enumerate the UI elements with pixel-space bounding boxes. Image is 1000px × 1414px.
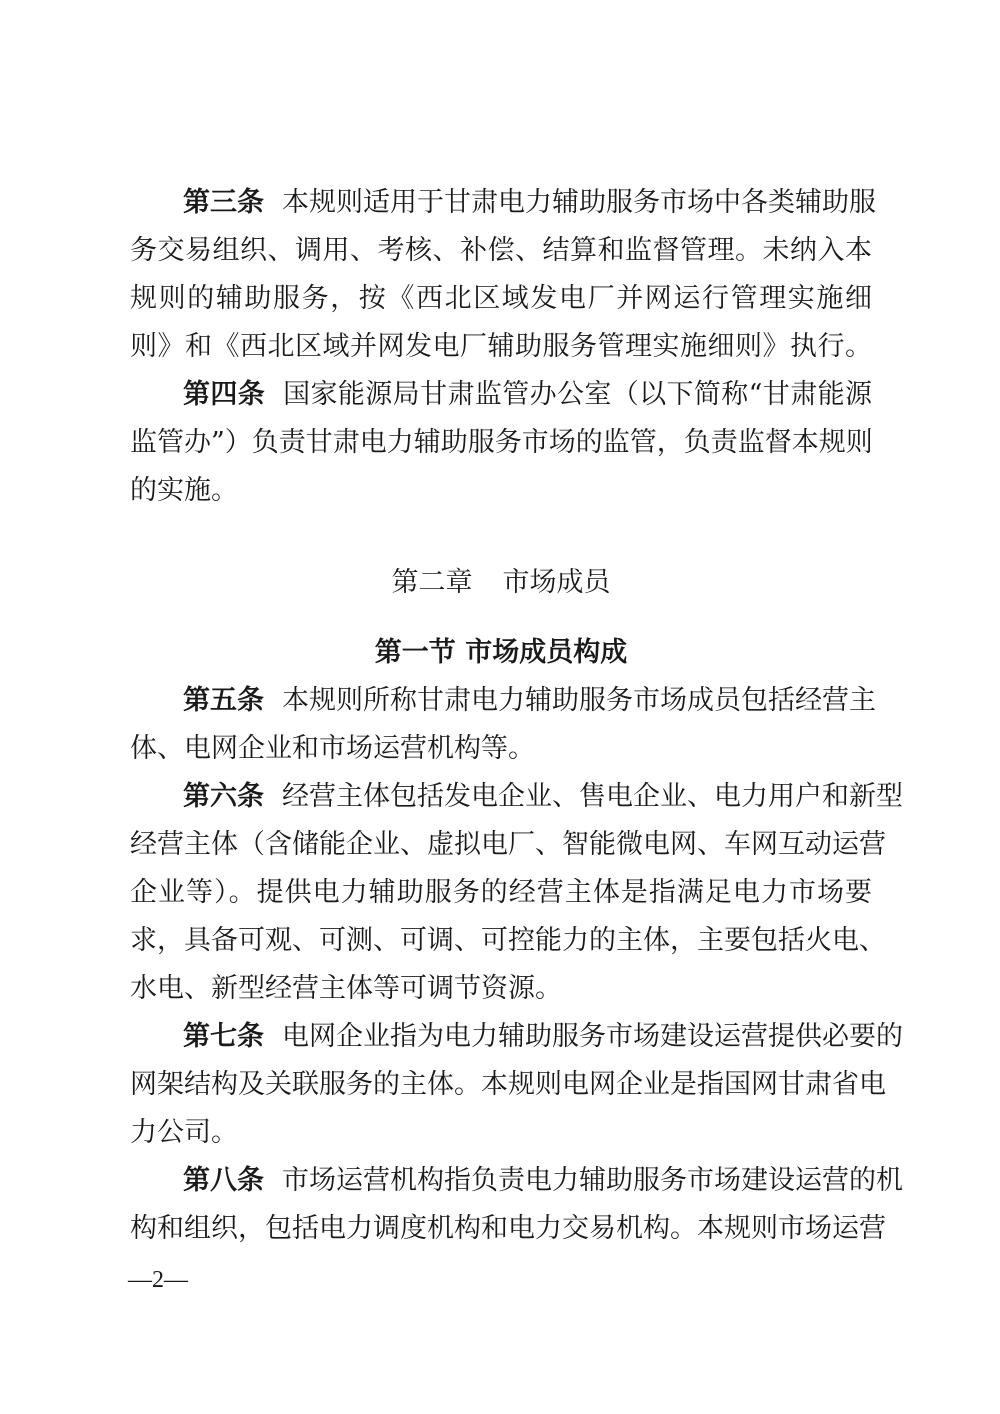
- article-4-label: 第四条: [183, 379, 266, 410]
- article-4-line-3: 的实施。: [130, 475, 238, 506]
- chapter-number: 第二章: [391, 567, 473, 598]
- article-8-line-2: 构和组织，包括电力调度机构和电力交易机构。本规则市场运营: [130, 1213, 886, 1244]
- article-4-line-2: 监管办”）负责甘肃电力辅助服务市场的监管，负责监督本规则: [130, 427, 873, 458]
- article-3-line-4: 则》和《西北区域并网发电厂辅助服务管理实施细则》执行。: [130, 331, 872, 362]
- article-3-label: 第三条: [183, 187, 264, 218]
- article-6-label: 第六条: [183, 781, 264, 812]
- article-8-label: 第八条: [183, 1165, 264, 1196]
- article-6-line-2: 经营主体（含储能企业、虚拟电厂、智能微电网、车网互动运营: [130, 829, 886, 860]
- article-3-line-3: 规则的辅助服务，按《西北区域发电厂并网运行管理实施细: [130, 283, 872, 314]
- article-5-line-1: 第五条 本规则所称甘肃电力辅助服务市场成员包括经营主: [183, 685, 876, 716]
- article-4-line-1: 第四条 国家能源局甘肃监管办公室（以下简称“甘肃能源: [183, 379, 872, 410]
- article-6-line-3: 企业等）。提供电力辅助服务的经营主体是指满足电力市场要: [130, 877, 872, 908]
- article-7-line-1: 第七条 电网企业指为电力辅助服务市场建设运营提供必要的: [183, 1021, 903, 1052]
- chapter-heading: [130, 566, 872, 600]
- article-6-line-5: 水电、新型经营主体等可调节资源。: [130, 973, 562, 1004]
- article-5-line-2: 体、电网企业和市场运营机构等。: [130, 733, 535, 764]
- article-7-label: 第七条: [183, 1021, 264, 1052]
- article-6-line-4: 求，具备可观、可测、可调、可控能力的主体，主要包括火电、: [130, 925, 886, 956]
- article-7-line-3: 力公司。: [130, 1117, 238, 1148]
- article-3-line-2: 务交易组织、调用、考核、补偿、结算和监督管理。未纳入本: [130, 235, 872, 266]
- page-number: —2—: [128, 1267, 188, 1293]
- article-5-label: 第五条: [183, 685, 264, 716]
- article-7-line-2: 网架结构及关联服务的主体。本规则电网企业是指国网甘肃省电: [130, 1069, 886, 1100]
- section-heading: 第一节 市场成员构成: [374, 637, 628, 668]
- article-3-line-1: 第三条 本规则适用于甘肃电力辅助服务市场中各类辅助服: [183, 187, 876, 218]
- article-8-line-1: 第八条 市场运营机构指负责电力辅助服务市场建设运营的机: [183, 1165, 903, 1196]
- article-6-line-1: 第六条 经营主体包括发电企业、售电企业、电力用户和新型: [183, 781, 903, 812]
- chapter-title: 市场成员: [502, 567, 611, 598]
